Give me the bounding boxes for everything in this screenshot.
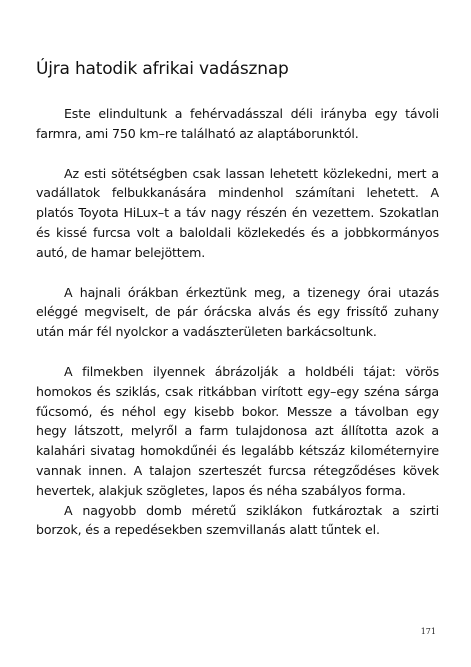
paragraph-5: A nagyobb domb méretű sziklákon futkároztak a szirti borzok, és a repedésekben szemvillanás alatt tűntek el.	[36, 502, 439, 538]
page-number: 171	[420, 627, 436, 636]
paragraph-4: A filmekben ilyennek ábrázolják a holdbéli tájat: vörös homokos és sziklás, csak ritkábban virított egy–egy széna sárga fűcsomó, és néhol egy kisebb bokor. Messze a távolban egy hegy látszott, melyről a farm tulajdonosa azt állította azok a kalahári sivatag homokdűnéi és legalább kétszáz kilométernyire vannak innen. A talajon szerteszét furcsa rétegződéses kövek hevertek, alakjuk szögletes, lapos és néha szabályos forma.	[36, 363, 439, 498]
document-page	[36, 44, 439, 540]
paragraph-3: A hajnali órákban érkeztünk meg, a tizenegy órai utazás eléggé megviselt, de pár órácska alvás és egy frissítő zuhany után már fél nyolckor a vadászterületen barkácsoltunk.	[36, 284, 439, 340]
paragraph-1: Este elindultunk a fehérvadásszal déli irányba egy távoli farmra, ami 750 km–re található az alaptáborunktól.	[36, 106, 439, 141]
page-title: Újra hatodik afrikai vadásznap	[36, 59, 289, 79]
paragraph-2: Az esti sötétségben csak lassan lehetett közlekedni, mert a vadállatok felbukkanására mindenhol számítani lehetett. A platós Toyota HiLux–t a táv nagy részén én vezettem. Szokatlan és kissé furcsa volt a baloldali közlekedés és a jobbkormányos autó, de hamar belejöttem.	[36, 165, 439, 260]
